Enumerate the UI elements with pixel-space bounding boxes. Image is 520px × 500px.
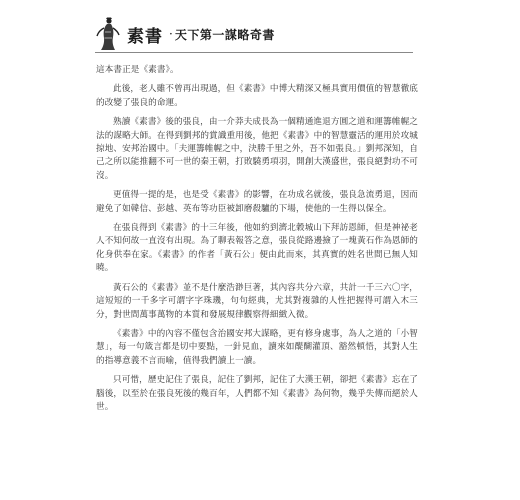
body-text (96, 64, 418, 420)
paragraph: 在張良得到《素書》的十三年後，他如約到濟北穀城山下拜訪恩師，但是神祕老人不知何故一直沒有出現。為了聊表報答之意，張良從路邊撿了一塊黃石作為恩師的化身供奉在家。《素書》的作者「黃石公」便由此而來，其真實的姓名世間已無人知曉。 (96, 223, 418, 274)
paragraph: 黃石公的《素書》並不是什麼浩渺巨著，其內容共分六章，共計一千三六〇字，這短短的一千多字可謂字字珠璣，句句經典，尤其對複雜的人性把握得可謂入木三分，對世間萬事萬物的本質和發展規律觀察得細緻入微。 (96, 282, 418, 320)
header-separator: · (169, 27, 173, 41)
paragraph: 只可惜，歷史記住了張良，記住了劉邦，記住了大漢王朝，卻把《素書》忘在了腦後，以至於在張良死後的幾百年，人們都不知《素書》為何物，幾乎失傳而絕於人世。 (96, 375, 418, 412)
paragraph: 更值得一提的是，也是受《素書》的影響，在功成名就後，張良急流勇退，因而避免了如韓信、彭越、英布等功臣被卸磨殺驢的下場，使他的一生得以保全。 (96, 190, 418, 214)
paragraph: 這本書正是《素書》。 (96, 65, 179, 75)
scholar-figure-icon (95, 16, 121, 52)
header-subtitle: 天下第一謀略奇書 (174, 27, 275, 42)
paragraph: 《素書》中的內容不僅包含治國安邦大謀略，更有修身處事，為人之道的「小智慧」，每一句箴言都是切中要點，一針見血，讀來如醍醐灌頂、豁然頓悟，其對人生的指導意義不言而喻，值得我們讀上一讀。 (96, 328, 418, 366)
paragraph: 此後，老人雖不曾再出現過，但《素書》中博大精深又極具實用價值的智慧徹底的改變了張良的命運。 (96, 84, 418, 108)
paragraph: 熟讀《素書》後的張良，由一介莽夫成長為一個精通進退方圓之道和運籌帷幄之法的謀略大師。在得到劉邦的賞識重用後，他把《素書》中的智慧靈活的運用於攻城掠地、安邦治國中。「夫運籌帷幄之中，決勝千里之外，吾不如張良。」劉邦深知，自己之所以能推翻不可一世的秦王朝，打敗驍勇項羽，開創大漢盛世，張良絕對功不可沒。 (96, 117, 418, 181)
header-book-name: 素書 (127, 26, 163, 47)
running-header (95, 16, 275, 52)
header-rule (95, 52, 413, 53)
